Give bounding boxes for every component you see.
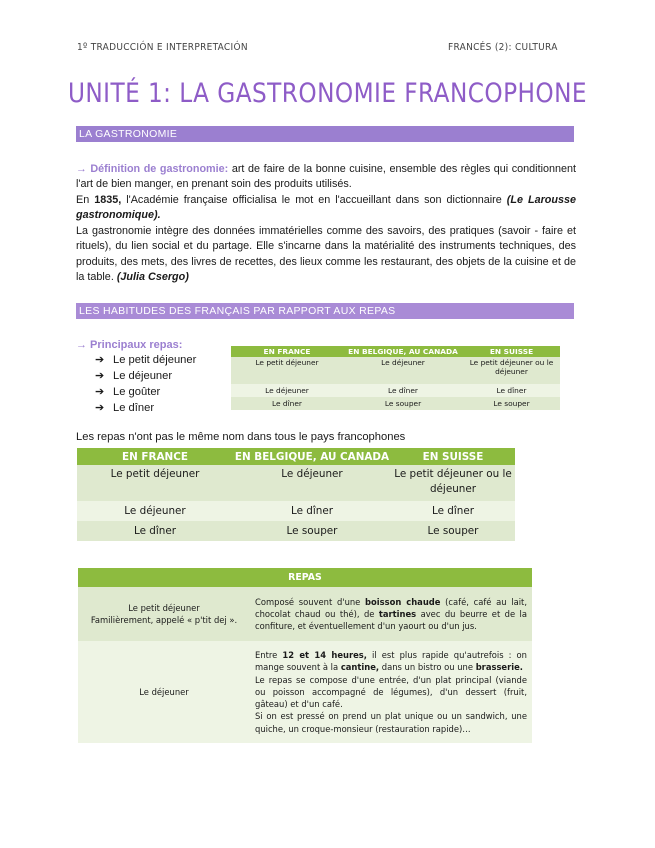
meal-item bbox=[95, 353, 196, 366]
repas-description bbox=[250, 587, 532, 641]
definition-long-paragraph bbox=[76, 224, 576, 285]
history-pre: En bbox=[76, 194, 95, 206]
history-ref: (Le Larousse gastronomique). bbox=[76, 194, 576, 222]
table-cell: Le déjeuner bbox=[77, 501, 233, 521]
header-left: 1º TRADUCCIÓN E INTERPRETACIÓN bbox=[77, 42, 248, 53]
table-cell: Le souper bbox=[343, 397, 463, 410]
small-table-header: EN BELGIQUE, AU CANADA bbox=[343, 346, 463, 357]
header-right: FRANCÉS (2): CULTURA bbox=[448, 42, 558, 53]
table-cell: Le petit déjeuner bbox=[231, 357, 343, 384]
meal-label: Le déjeuner bbox=[113, 370, 173, 382]
long-text: La gastronomie intègre des données immatérielles comme des savoirs, des pratiques (savoir - faire et rituels), du lien social et du partage. Elle s'incarne dans la matérialité des instruments techniques, des produits, des mets, des livres de recettes, des lieux comme les restaurant, des objets de la cuisine et de la table. bbox=[76, 225, 576, 283]
table-cell: Le dîner bbox=[463, 384, 560, 397]
desc-bold: brasserie. bbox=[475, 662, 523, 673]
meal-label: Le dîner bbox=[113, 402, 155, 414]
arrow-icon: ➔ bbox=[95, 402, 105, 414]
desc-text: avec du beurre et de la confiture, et éventuellement d'un yaourt ou d'un jus. bbox=[255, 608, 527, 632]
meal-item bbox=[95, 369, 172, 382]
desc-bold: tartines bbox=[378, 608, 417, 619]
meal-label: Le goûter bbox=[113, 386, 161, 398]
desc-bold: cantine, bbox=[340, 662, 380, 673]
table-header: EN BELGIQUE, AU CANADA bbox=[233, 448, 391, 465]
small-table-header: EN FRANCE bbox=[231, 346, 343, 357]
page-title: UNITÉ 1: LA GASTRONOMIE FRANCOPHONE bbox=[67, 78, 588, 109]
desc-text: Entre bbox=[255, 650, 283, 661]
desc-bold: 12 et 14 heures, bbox=[282, 650, 367, 661]
long-ref: (Julia Csergo) bbox=[116, 270, 189, 283]
meals-label: → Principaux repas: bbox=[76, 339, 183, 351]
table-cell: Le souper bbox=[463, 397, 560, 410]
table-cell: Le petit déjeuner bbox=[77, 465, 233, 501]
arrow-icon: ➔ bbox=[95, 386, 105, 398]
repas-label: Le déjeuner bbox=[139, 686, 189, 697]
meal-label: Le petit déjeuner bbox=[113, 354, 197, 366]
repas-label: Le petit déjeuner bbox=[128, 602, 200, 613]
table-cell: Le dîner bbox=[231, 397, 343, 410]
table-cell: Le déjeuner bbox=[233, 465, 391, 501]
repas-label-cell bbox=[78, 641, 250, 743]
desc-text: Composé souvent d'une bbox=[255, 596, 366, 607]
repas-table bbox=[78, 568, 532, 743]
meal-item bbox=[95, 385, 160, 398]
desc-text: Si on est pressé on prend un plat unique ou un sandwich, une quiche, un croque-monsieur (restauration rapide)… bbox=[255, 711, 527, 734]
section-heading-gastronomie: LA GASTRONOMIE bbox=[76, 126, 574, 142]
meal-item bbox=[95, 401, 154, 414]
table-caption: Les repas n'ont pas le même nom dans tous le pays francophones bbox=[76, 431, 406, 443]
desc-text: (café, café au lait, chocolat chaud ou thé), de bbox=[255, 596, 527, 619]
table-cell: Le petit déjeuner ou le déjeuner bbox=[391, 465, 515, 501]
desc-text: dans un bistro ou une bbox=[379, 662, 476, 673]
table-cell: Le dîner bbox=[77, 521, 233, 541]
table-cell: Le petit déjeuner ou le déjeuner bbox=[463, 357, 560, 384]
repas-description bbox=[250, 641, 532, 743]
table-header: EN SUISSE bbox=[391, 448, 515, 465]
definition-text: art de faire de la bonne cuisine, ensemble des règles qui conditionnent l'art de bien manger, en prenant soin des produits utilisés. bbox=[76, 163, 576, 191]
section-heading-habitudes: LES HABITUDES DES FRANÇAIS PAR RAPPORT AUX REPAS bbox=[76, 303, 574, 319]
definition-paragraph bbox=[76, 162, 576, 193]
table-cell: Le déjeuner bbox=[231, 384, 343, 397]
desc-bold: boisson chaude bbox=[365, 596, 441, 607]
table-cell: Le dîner bbox=[391, 501, 515, 521]
table-cell: Le dîner bbox=[343, 384, 463, 397]
table-cell: Le souper bbox=[233, 521, 391, 541]
history-year: 1835, bbox=[94, 194, 122, 206]
table-cell: Le déjeuner bbox=[343, 357, 463, 384]
arrow-icon: ➔ bbox=[95, 354, 105, 366]
repas-label-cell bbox=[78, 587, 250, 641]
small-meal-names-table bbox=[231, 346, 560, 410]
table-header: EN FRANCE bbox=[77, 448, 233, 465]
desc-text: il est plus rapide qu'autrefois : on mange souvent à la bbox=[255, 650, 527, 673]
repas-header: REPAS bbox=[78, 568, 532, 587]
table-cell: Le dîner bbox=[233, 501, 391, 521]
small-table-header: EN SUISSE bbox=[463, 346, 560, 357]
definition-label: → Définition de gastronomie: bbox=[76, 163, 229, 175]
repas-sublabel: Familièrement, appelé « p'tit dej ». bbox=[90, 615, 238, 625]
history-paragraph bbox=[76, 193, 576, 224]
arrow-icon: ➔ bbox=[95, 370, 105, 382]
meal-names-table bbox=[77, 448, 515, 541]
desc-text: Le repas se compose d'une entrée, d'un plat principal (viande ou poisson accompagné de légumes), d'un dessert (fruit, gâteau) et d'un café. bbox=[255, 674, 527, 710]
history-mid: l'Académie française officialisa le mot en l'accueillant dans son dictionnaire bbox=[121, 194, 507, 206]
table-cell: Le souper bbox=[391, 521, 515, 541]
